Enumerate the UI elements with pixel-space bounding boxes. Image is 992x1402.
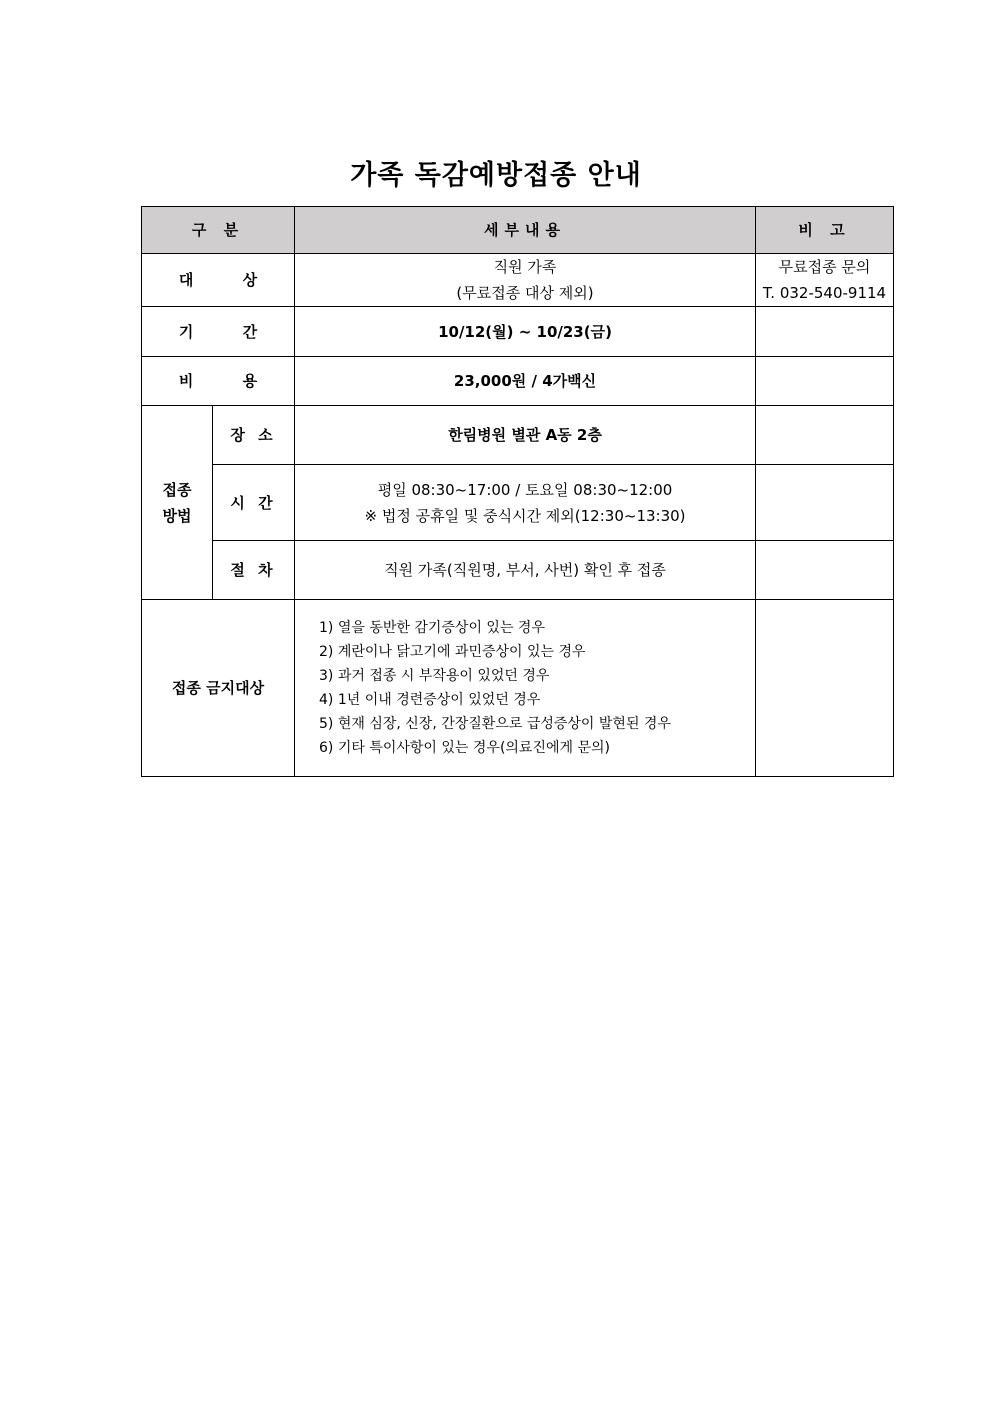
table-row-place	[142, 406, 894, 465]
header-details: 세부내용	[295, 207, 756, 254]
time-line-1: 평일 08:30~17:00 / 토요일 08:30~12:00	[377, 480, 673, 499]
info-table	[141, 206, 894, 777]
list-item: 3) 과거 접종 시 부작용이 있었던 경우	[319, 668, 550, 684]
target-line-2: (무료접종 대상 제외)	[456, 284, 594, 302]
table-row-target	[142, 254, 894, 307]
procedure-value: 직원 가족(직원명, 부서, 사번) 확인 후 접종	[295, 541, 756, 600]
place-note	[756, 406, 894, 465]
table-row-period	[142, 307, 894, 357]
list-item: 4) 1년 이내 경련증상이 있었던 경우	[319, 692, 541, 708]
method-label-line-1: 접종	[162, 480, 192, 499]
time-label: 시 간	[213, 465, 295, 541]
contraindication-list	[319, 616, 755, 760]
contraindication-label: 접종 금지대상	[142, 600, 295, 777]
list-item: 5) 현재 심장, 신장, 간장질환으로 급성증상이 발현된 경우	[319, 716, 671, 732]
target-note-phone: T. 032-540-9114	[762, 284, 887, 302]
procedure-label: 절 차	[213, 541, 295, 600]
list-item: 2) 계란이나 닭고기에 과민증상이 있는 경우	[319, 644, 586, 660]
place-label: 장 소	[213, 406, 295, 465]
time-note	[756, 465, 894, 541]
target-note-line-1: 무료접종 문의	[778, 258, 871, 276]
list-item: 1) 열을 동반한 감기증상이 있는 경우	[319, 620, 545, 636]
target-label: 대 상	[142, 254, 295, 307]
target-note	[756, 254, 894, 307]
cost-note	[756, 357, 894, 406]
page-title: 가족 독감예방접종 안내	[350, 160, 642, 191]
table-row-cost	[142, 357, 894, 406]
target-line-1: 직원 가족	[493, 258, 557, 276]
list-item: 6) 기타 특이사항이 있는 경우(의료진에게 문의)	[319, 740, 610, 756]
place-value: 한림병원 별관 A동 2층	[295, 406, 756, 465]
contraindication-note	[756, 600, 894, 777]
period-note	[756, 307, 894, 357]
cost-value: 23,000원 / 4가백신	[295, 357, 756, 406]
header-remarks: 비 고	[756, 207, 894, 254]
table-row-contraindication	[142, 600, 894, 777]
method-label-line-2: 방법	[162, 506, 192, 525]
method-label	[142, 406, 213, 600]
header-category: 구 분	[142, 207, 295, 254]
table-header-row	[142, 207, 894, 254]
contraindication-list-cell	[295, 600, 756, 777]
period-value: 10/12(월) ~ 10/23(금)	[295, 307, 756, 357]
procedure-note	[756, 541, 894, 600]
table-row-time	[142, 465, 894, 541]
period-label: 기 간	[142, 307, 295, 357]
table-row-procedure	[142, 541, 894, 600]
time-line-2: ※ 법정 공휴일 및 중식시간 제외(12:30~13:30)	[364, 506, 686, 525]
cost-label: 비 용	[142, 357, 295, 406]
time-value	[295, 465, 756, 541]
target-value	[295, 254, 756, 307]
